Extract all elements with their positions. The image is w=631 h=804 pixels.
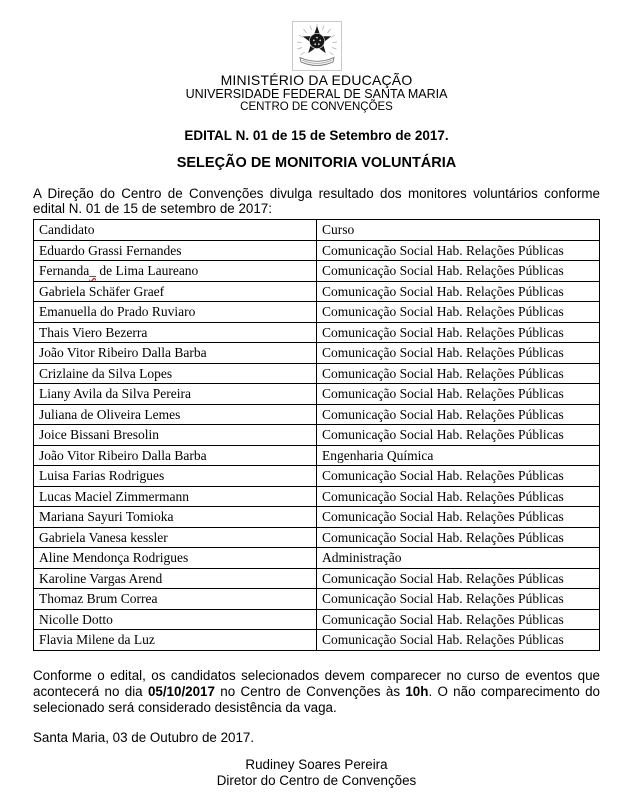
course-cell: Comunicação Social Hab. Relações Públicas xyxy=(317,609,600,630)
table-row xyxy=(34,466,600,487)
table-row xyxy=(34,589,600,610)
course-cell: Comunicação Social Hab. Relações Públicas xyxy=(317,507,600,528)
candidate-cell: Liany Avila da Silva Pereira xyxy=(34,384,317,405)
candidate-cell: Fernanda_ de Lima Laureano xyxy=(34,261,317,282)
table-header-row xyxy=(34,220,600,241)
course-cell: Comunicação Social Hab. Relações Públicas xyxy=(317,589,600,610)
ministry-name: MINISTÉRIO DA EDUCAÇÃO xyxy=(220,72,413,88)
table-row xyxy=(34,609,600,630)
course-cell: Engenharia Química xyxy=(317,445,600,466)
signatory-role: Diretor do Centro de Convenções xyxy=(216,772,417,788)
course-cell: Comunicação Social Hab. Relações Públicas xyxy=(317,363,600,384)
department-name: CENTRO DE CONVENÇÕES xyxy=(240,100,393,113)
university-name: UNIVERSIDADE FEDERAL DE SANTA MARIA xyxy=(185,86,448,101)
results-table-body xyxy=(34,240,600,650)
candidate-cell: Juliana de Oliveira Lemes xyxy=(34,404,317,425)
table-row xyxy=(34,527,600,548)
course-cell: Comunicação Social Hab. Relações Públicas xyxy=(317,261,600,282)
closing-paragraph xyxy=(33,668,600,716)
place-date-line: Santa Maria, 03 de Outubro de 2017. xyxy=(33,730,255,746)
closing-bold-segment: 05/10/2017 xyxy=(147,683,215,699)
table-row xyxy=(34,343,600,364)
table-row xyxy=(34,302,600,323)
course-cell: Comunicação Social Hab. Relações Públicas xyxy=(317,343,600,364)
candidate-cell: Aline Mendonça Rodrigues xyxy=(34,548,317,569)
results-table xyxy=(33,219,600,651)
closing-text-segment: Conforme o edital, os candidatos selecionados devem comparecer no curso de eventos que acontecerá no dia xyxy=(33,667,600,699)
table-row xyxy=(34,425,600,446)
course-cell: Comunicação Social Hab. Relações Públicas xyxy=(317,281,600,302)
table-row xyxy=(34,281,600,302)
candidate-cell: Thomaz Brum Correa xyxy=(34,589,317,610)
candidate-cell: Karoline Vargas Arend xyxy=(34,568,317,589)
results-table-head xyxy=(34,220,600,241)
ministry-logo xyxy=(292,21,342,71)
signature-block xyxy=(33,757,600,788)
table-row xyxy=(34,568,600,589)
candidate-cell: Thais Viero Bezerra xyxy=(34,322,317,343)
closing-text-segment: no Centro de Convenções às xyxy=(214,683,406,699)
candidate-cell: Eduardo Grassi Fernandes xyxy=(34,240,317,261)
edital-title: EDITAL N. 01 de 15 de Setembro de 2017. xyxy=(184,127,449,143)
closing-bold-segment: 10h xyxy=(405,683,429,699)
table-row xyxy=(34,445,600,466)
candidate-cell: Lucas Maciel Zimmermann xyxy=(34,486,317,507)
course-cell: Comunicação Social Hab. Relações Públicas xyxy=(317,630,600,651)
closing-text-segment: . O não comparecimento do selecionado será considerado desistência da vaga. xyxy=(33,683,601,715)
candidate-cell: João Vitor Ribeiro Dalla Barba xyxy=(34,445,317,466)
table-row xyxy=(34,630,600,651)
candidate-cell: Gabriela Schäfer Graef xyxy=(34,281,317,302)
candidate-cell: Luisa Farias Rodrigues xyxy=(34,466,317,487)
table-row xyxy=(34,548,600,569)
table-row xyxy=(34,486,600,507)
candidate-cell: Flavia Milene da Luz xyxy=(34,630,317,651)
candidate-cell: João Vitor Ribeiro Dalla Barba xyxy=(34,343,317,364)
course-cell: Comunicação Social Hab. Relações Públicas xyxy=(317,240,600,261)
course-cell: Comunicação Social Hab. Relações Públicas xyxy=(317,425,600,446)
coat-of-arms-icon xyxy=(292,21,342,71)
table-row xyxy=(34,404,600,425)
intro-paragraph: A Direção do Centro de Convenções divulga resultado dos monitores voluntários conforme edital N. 01 de 15 de setembro de 2017: xyxy=(33,185,600,217)
table-row xyxy=(34,363,600,384)
course-cell: Comunicação Social Hab. Relações Públicas xyxy=(317,466,600,487)
candidate-cell: Gabriela Vanesa kessler xyxy=(34,527,317,548)
candidate-cell: Nicolle Dotto xyxy=(34,609,317,630)
table-row xyxy=(34,261,600,282)
spellcheck-squiggle: _ xyxy=(89,263,96,279)
course-cell: Comunicação Social Hab. Relações Públicas xyxy=(317,527,600,548)
candidate-column-header: Candidato xyxy=(34,220,317,241)
candidate-cell: Mariana Sayuri Tomioka xyxy=(34,507,317,528)
table-row xyxy=(34,322,600,343)
candidate-cell: Joice Bissani Bresolin xyxy=(34,425,317,446)
course-column-header: Curso xyxy=(317,220,600,241)
course-cell: Comunicação Social Hab. Relações Públicas xyxy=(317,384,600,405)
candidate-cell: Emanuella do Prado Ruviaro xyxy=(34,302,317,323)
document-header xyxy=(33,21,600,113)
table-row xyxy=(34,240,600,261)
course-cell: Comunicação Social Hab. Relações Públicas xyxy=(317,302,600,323)
course-cell: Administração xyxy=(317,548,600,569)
course-cell: Comunicação Social Hab. Relações Públicas xyxy=(317,568,600,589)
selection-title: SELEÇÃO DE MONITORIA VOLUNTÁRIA xyxy=(176,154,457,171)
signatory-name: Rudiney Soares Pereira xyxy=(245,757,388,773)
candidate-cell: Crizlaine da Silva Lopes xyxy=(34,363,317,384)
table-row xyxy=(34,507,600,528)
course-cell: Comunicação Social Hab. Relações Públicas xyxy=(317,322,600,343)
table-row xyxy=(34,384,600,405)
course-cell: Comunicação Social Hab. Relações Públicas xyxy=(317,486,600,507)
course-cell: Comunicação Social Hab. Relações Públicas xyxy=(317,404,600,425)
